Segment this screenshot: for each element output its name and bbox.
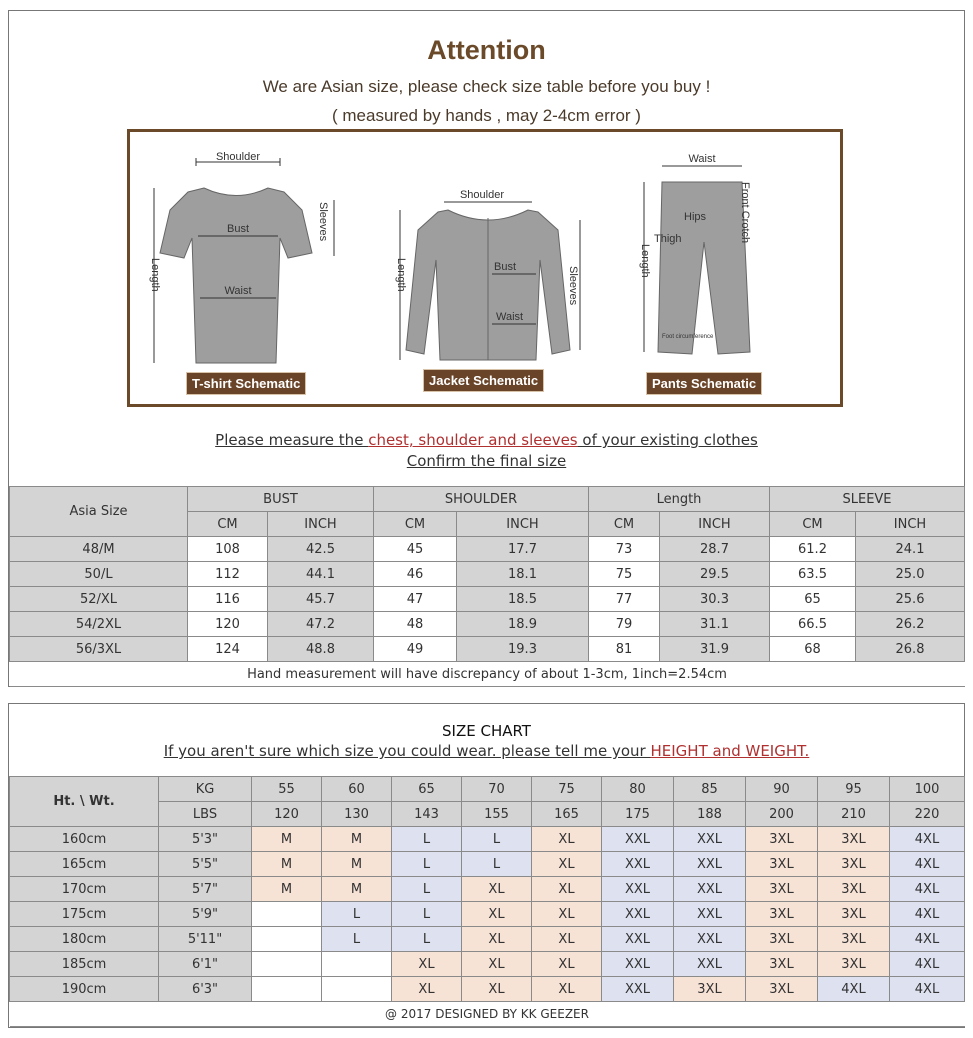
recommended-size-cell: 3XL [818, 827, 890, 852]
tshirt-schematic-icon [144, 148, 354, 370]
pants-thigh-label: Thigh [654, 233, 682, 245]
measurement-cell: 45.7 [268, 587, 374, 612]
measurement-cell: 29.5 [660, 562, 770, 587]
pants-waist-label: Waist [688, 153, 716, 165]
jacket-shoulder-label: Shoulder [459, 190, 505, 201]
measurement-cell: 31.1 [660, 612, 770, 637]
measurement-cell: 18.5 [457, 587, 589, 612]
confirm-note [9, 452, 964, 470]
kg-cell: 90 [746, 777, 818, 802]
recommended-size-cell: 4XL [890, 902, 965, 927]
recommended-size-cell: XXL [602, 927, 674, 952]
measurement-cell: 61.2 [770, 537, 856, 562]
recommended-size-cell: 4XL [818, 977, 890, 1002]
measurement-cell: 48.8 [268, 637, 374, 662]
unit-header: CM [589, 512, 660, 537]
measurement-cell: 65 [770, 587, 856, 612]
kg-cell: 75 [532, 777, 602, 802]
recommended-size-cell [252, 977, 322, 1002]
kg-label: KG [159, 777, 252, 802]
tshirt-length-label: Length [149, 258, 161, 292]
pants-foot-label: Foot circumference [662, 334, 714, 340]
attention-line-2: ( measured by hands , may 2-4cm error ) [332, 106, 641, 125]
recommended-size-cell: XXL [602, 852, 674, 877]
unit-header: CM [188, 512, 268, 537]
recommended-size-cell: XXL [674, 952, 746, 977]
length-header: Length [589, 487, 770, 512]
height-ft-cell: 6'1" [159, 952, 252, 977]
recommended-size-cell: L [392, 827, 462, 852]
measurement-cell: 49 [374, 637, 457, 662]
measurement-cell: 19.3 [457, 637, 589, 662]
size-chart-footer: @ 2017 DESIGNED BY KK GEEZER [10, 1002, 965, 1027]
size-label-cell: 54/2XL [10, 612, 188, 637]
height-cm-cell: 170cm [10, 877, 159, 902]
pants-schematic-label: Pants Schematic [646, 372, 762, 395]
recommended-size-cell: XXL [674, 827, 746, 852]
height-cm-cell: 175cm [10, 902, 159, 927]
size-label-cell: 52/XL [10, 587, 188, 612]
recommended-size-cell: XXL [602, 877, 674, 902]
measurement-cell: 18.1 [457, 562, 589, 587]
recommended-size-cell [252, 902, 322, 927]
size-chart-title: SIZE CHART [442, 722, 531, 740]
recommended-size-cell: 3XL [746, 977, 818, 1002]
measurement-table [9, 486, 965, 687]
recommended-size-cell [322, 977, 392, 1002]
measurement-cell: 77 [589, 587, 660, 612]
tshirt-sleeves-label: Sleeves [317, 202, 329, 242]
recommended-size-cell: XL [462, 977, 532, 1002]
recommended-size-cell: 4XL [890, 952, 965, 977]
recommended-size-cell: 4XL [890, 927, 965, 952]
recommended-size-cell: XL [392, 952, 462, 977]
height-ft-cell: 5'11" [159, 927, 252, 952]
bust-header: BUST [188, 487, 374, 512]
height-cm-cell: 185cm [10, 952, 159, 977]
height-cm-cell: 165cm [10, 852, 159, 877]
recommended-size-cell: L [392, 877, 462, 902]
tshirt-shoulder-label: Shoulder [215, 151, 261, 163]
measurement-cell: 24.1 [856, 537, 965, 562]
size-label-cell: 56/3XL [10, 637, 188, 662]
lbs-cell: 210 [818, 802, 890, 827]
recommended-size-cell [322, 952, 392, 977]
size-row [10, 562, 965, 587]
lbs-cell: 200 [746, 802, 818, 827]
attention-line-1: We are Asian size, please check size table before you buy ! [262, 77, 711, 96]
measurement-cell: 63.5 [770, 562, 856, 587]
size-chart-panel [8, 703, 965, 1028]
measurement-footnote: Hand measurement will have discrepancy of about 1-3cm, 1inch=2.54cm [10, 662, 965, 687]
recommended-size-cell: 3XL [818, 952, 890, 977]
measurement-cell: 73 [589, 537, 660, 562]
unit-header: CM [374, 512, 457, 537]
schematics-frame [127, 129, 843, 407]
recommended-size-cell: 3XL [674, 977, 746, 1002]
recommended-size-cell: 4XL [890, 852, 965, 877]
size-label-cell: 48/M [10, 537, 188, 562]
measure-note [9, 431, 964, 449]
jacket-schematic-icon [388, 190, 588, 370]
measurement-cell: 108 [188, 537, 268, 562]
size-guide-panel [8, 10, 965, 687]
height-cm-cell: 190cm [10, 977, 159, 1002]
shoulder-header: SHOULDER [374, 487, 589, 512]
recommended-size-cell: 3XL [746, 827, 818, 852]
measurement-cell: 25.0 [856, 562, 965, 587]
recommended-size-cell: XL [462, 952, 532, 977]
size-chart-subtitle [9, 742, 964, 760]
height-row [10, 852, 965, 877]
recommended-size-cell [252, 927, 322, 952]
height-row [10, 902, 965, 927]
jacket-waist-label: Waist [496, 311, 524, 323]
recommended-size-cell: M [322, 877, 392, 902]
recommended-size-cell: M [322, 827, 392, 852]
recommended-size-cell: XL [462, 877, 532, 902]
tshirt-bust-label: Bust [226, 223, 250, 235]
recommended-size-cell: XXL [602, 902, 674, 927]
height-row [10, 877, 965, 902]
height-ft-cell: 5'7" [159, 877, 252, 902]
recommended-size-cell: 3XL [818, 902, 890, 927]
recommended-size-cell: 3XL [746, 852, 818, 877]
measurement-cell: 112 [188, 562, 268, 587]
lbs-cell: 130 [322, 802, 392, 827]
unit-header: INCH [268, 512, 374, 537]
tshirt-waist-label: Waist [224, 285, 252, 297]
jacket-bust-label: Bust [494, 261, 517, 273]
recommended-size-cell: XL [532, 952, 602, 977]
lbs-cell: 220 [890, 802, 965, 827]
size-label-cell: 50/L [10, 562, 188, 587]
recommended-size-cell: XL [462, 927, 532, 952]
confirm-note-text: Confirm the final size [406, 452, 567, 470]
measurement-cell: 18.9 [457, 612, 589, 637]
unit-header: INCH [856, 512, 965, 537]
recommended-size-cell: XXL [674, 927, 746, 952]
size-row [10, 537, 965, 562]
recommended-size-cell: XL [392, 977, 462, 1002]
size-row [10, 587, 965, 612]
recommended-size-cell: M [252, 827, 322, 852]
recommended-size-cell: L [322, 902, 392, 927]
height-weight-table [9, 776, 965, 1027]
kg-cell: 70 [462, 777, 532, 802]
lbs-cell: 143 [392, 802, 462, 827]
jacket-schematic-label: Jacket Schematic [423, 369, 544, 392]
pants-length-label: Length [639, 244, 651, 278]
unit-header: INCH [457, 512, 589, 537]
height-row [10, 827, 965, 852]
height-cm-cell: 160cm [10, 827, 159, 852]
attention-title: Attention [427, 35, 546, 65]
kg-cell: 100 [890, 777, 965, 802]
recommended-size-cell: M [252, 877, 322, 902]
measurement-cell: 17.7 [457, 537, 589, 562]
recommended-size-cell: L [392, 852, 462, 877]
kg-cell: 80 [602, 777, 674, 802]
measurement-cell: 124 [188, 637, 268, 662]
recommended-size-cell: 3XL [746, 927, 818, 952]
height-row [10, 952, 965, 977]
size-chart-subtitle-end: . [804, 742, 810, 760]
recommended-size-cell: L [462, 827, 532, 852]
kg-cell: 60 [322, 777, 392, 802]
kg-cell: 55 [252, 777, 322, 802]
unit-header: INCH [660, 512, 770, 537]
measurement-cell: 48 [374, 612, 457, 637]
height-ft-cell: 5'3" [159, 827, 252, 852]
recommended-size-cell: L [462, 852, 532, 877]
height-ft-cell: 5'9" [159, 902, 252, 927]
recommended-size-cell: 4XL [890, 827, 965, 852]
recommended-size-cell: 3XL [818, 927, 890, 952]
pants-schematic-icon [632, 152, 782, 362]
lbs-cell: 165 [532, 802, 602, 827]
measurement-cell: 26.2 [856, 612, 965, 637]
measurement-cell: 47.2 [268, 612, 374, 637]
measurement-cell: 46 [374, 562, 457, 587]
measurement-cell: 79 [589, 612, 660, 637]
recommended-size-cell: M [252, 852, 322, 877]
recommended-size-cell: XXL [674, 877, 746, 902]
recommended-size-cell: XXL [602, 827, 674, 852]
measurement-cell: 81 [589, 637, 660, 662]
recommended-size-cell: XL [532, 877, 602, 902]
measurement-cell: 31.9 [660, 637, 770, 662]
jacket-sleeves-label: Sleeves [567, 266, 579, 306]
recommended-size-cell: 3XL [746, 877, 818, 902]
recommended-size-cell: XL [532, 977, 602, 1002]
recommended-size-cell: 4XL [890, 877, 965, 902]
measurement-cell: 30.3 [660, 587, 770, 612]
measurement-cell: 28.7 [660, 537, 770, 562]
lbs-cell: 120 [252, 802, 322, 827]
measurement-cell: 42.5 [268, 537, 374, 562]
recommended-size-cell: L [322, 927, 392, 952]
pants-hips-label: Hips [684, 211, 707, 223]
size-chart-subtitle-text: If you aren't sure which size you could wear. please tell me your [163, 742, 651, 760]
height-cm-cell: 180cm [10, 927, 159, 952]
kg-cell: 65 [392, 777, 462, 802]
asia-size-header: Asia Size [10, 487, 188, 537]
measurement-cell: 120 [188, 612, 268, 637]
measurement-cell: 45 [374, 537, 457, 562]
recommended-size-cell: L [392, 927, 462, 952]
measure-note-text: Please measure the [215, 431, 369, 449]
recommended-size-cell: 3XL [818, 877, 890, 902]
tshirt-schematic-label: T-shirt Schematic [186, 372, 306, 395]
pants-front-crotch-label: Front Crotch [739, 182, 751, 244]
lbs-cell: 155 [462, 802, 532, 827]
recommended-size-cell: XXL [602, 977, 674, 1002]
measurement-cell: 75 [589, 562, 660, 587]
size-chart-subtitle-highlight: HEIGHT and WEIGHT [650, 742, 805, 760]
recommended-size-cell: XXL [602, 952, 674, 977]
unit-header: CM [770, 512, 856, 537]
corner-header: Ht. \ Wt. [10, 777, 159, 827]
kg-cell: 85 [674, 777, 746, 802]
recommended-size-cell: L [392, 902, 462, 927]
measurement-cell: 47 [374, 587, 457, 612]
recommended-size-cell: XXL [674, 902, 746, 927]
recommended-size-cell: XL [532, 927, 602, 952]
recommended-size-cell [252, 952, 322, 977]
height-row [10, 927, 965, 952]
recommended-size-cell: M [322, 852, 392, 877]
jacket-length-label: Length [395, 258, 407, 292]
measurement-cell: 25.6 [856, 587, 965, 612]
recommended-size-cell: XL [532, 902, 602, 927]
measurement-cell: 66.5 [770, 612, 856, 637]
measure-note-text-end: of your existing clothes [577, 431, 758, 449]
height-ft-cell: 5'5" [159, 852, 252, 877]
measurement-cell: 68 [770, 637, 856, 662]
lbs-cell: 175 [602, 802, 674, 827]
sleeve-header: SLEEVE [770, 487, 965, 512]
size-row [10, 637, 965, 662]
recommended-size-cell: XL [462, 902, 532, 927]
recommended-size-cell: XXL [674, 852, 746, 877]
recommended-size-cell: 3XL [746, 952, 818, 977]
recommended-size-cell: XL [532, 827, 602, 852]
measurement-cell: 26.8 [856, 637, 965, 662]
recommended-size-cell: XL [532, 852, 602, 877]
recommended-size-cell: 3XL [746, 902, 818, 927]
size-row [10, 612, 965, 637]
lbs-cell: 188 [674, 802, 746, 827]
measurement-cell: 44.1 [268, 562, 374, 587]
kg-cell: 95 [818, 777, 890, 802]
height-ft-cell: 6'3" [159, 977, 252, 1002]
height-row [10, 977, 965, 1002]
measure-note-highlight: chest, shoulder and sleeves [368, 431, 578, 449]
recommended-size-cell: 4XL [890, 977, 965, 1002]
measurement-cell: 116 [188, 587, 268, 612]
lbs-label: LBS [159, 802, 252, 827]
recommended-size-cell: 3XL [818, 852, 890, 877]
